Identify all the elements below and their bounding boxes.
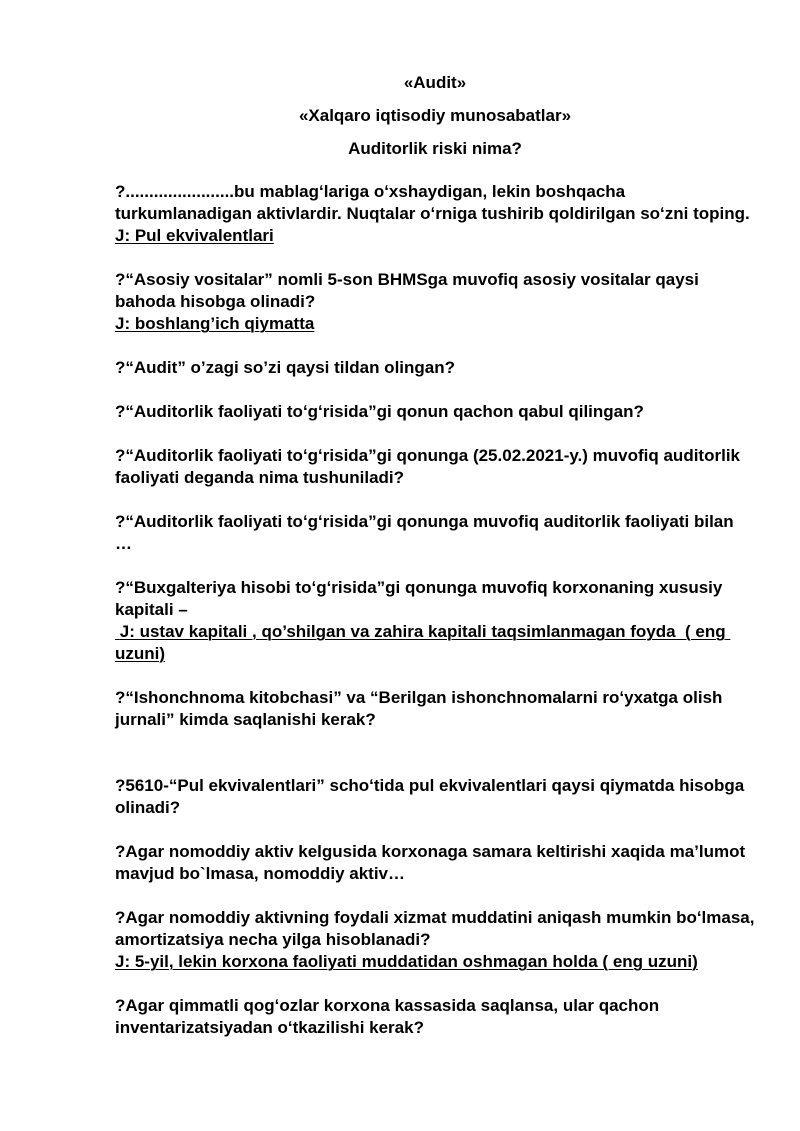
question-item <box>115 775 755 819</box>
question-text: ?Agar nomoddiy aktivning foydali xizmat muddatini aniqash mumkin boʻlmasa, amortizatsiya necha yilga hisoblanadi? <box>115 908 755 949</box>
question-item <box>115 907 755 973</box>
document-page <box>115 72 755 1061</box>
question-text: ?“Buxgalteriya hisobi toʻgʻrisida”gi qonunga muvofiq korxonaning xususiy kapitali – <box>115 578 723 619</box>
question-text: ?Agar qimmatli qogʻozlar korxona kassasida saqlansa, ular qachon inventarizatsiyadan oʻtkazilishi kerak? <box>115 996 660 1037</box>
question-text: ?“Ishonchnoma kitobchasi” va “Berilgan ishonchnomalarni roʻyxatga olish jurnali” kimda saqlanishi kerak? <box>115 688 723 729</box>
question-text: ?“Auditorlik faoliyati toʻgʻrisida”gi qonun qachon qabul qilingan? <box>115 402 644 421</box>
question-item <box>115 577 755 665</box>
question-text: ?“Audit” o’zagi so’zi qaysi tildan olingan? <box>115 358 456 377</box>
answer-text: J: Pul ekvivalentlari <box>115 226 274 245</box>
question-item <box>115 269 755 335</box>
question-item <box>115 445 755 489</box>
document-topic: Auditorlik riski nima? <box>348 139 522 158</box>
question-item <box>115 995 755 1039</box>
question-text: ?“Auditorlik faoliyati toʻgʻrisida”gi qonunga (25.02.2021-y.) muvofiq auditorlik faoliyati deganda nima tushuniladi? <box>115 446 740 487</box>
question-item <box>115 841 755 885</box>
question-item <box>115 687 755 731</box>
question-item <box>115 511 755 555</box>
answer-text: J: boshlang’ich qiymatta <box>115 314 315 333</box>
question-text: ?“Auditorlik faoliyati toʻgʻrisida”gi qonunga muvofiq auditorlik faoliyati bilan … <box>115 512 734 553</box>
question-text: ?Agar nomoddiy aktiv kelgusida korxonaga samara keltirishi xaqida ma’lumot mavjud bo`lmasa, nomoddiy aktiv… <box>115 842 746 883</box>
answer-text: J: ustav kapitali , qo’shilgan va zahira kapitali taqsimlanmagan foyda ( eng uzuni) <box>115 622 731 663</box>
question-item <box>115 357 755 379</box>
document-title: «Audit» <box>403 73 467 92</box>
question-item <box>115 401 755 423</box>
question-text: ?“Asosiy vositalar” nomli 5-son BHMSga muvofiq asosiy vositalar qaysi bahoda hisobga olinadi? <box>115 270 699 311</box>
question-text: ?.......................bu mablagʻlariga oʻxshaydigan, lekin boshqacha turkumlanadigan aktivlardir. Nuqtalar oʻrniga tushirib qoldirilgan soʻzni toping. <box>115 182 750 223</box>
question-item <box>115 181 755 247</box>
question-text: ?5610-“Pul ekvivalentlari” schoʻtida pul ekvivalentlari qaysi qiymatda hisobga olinadi? <box>115 776 745 817</box>
answer-text: J: 5-yil, lekin korxona faoliyati muddatidan oshmagan holda ( eng uzuni) <box>115 952 698 971</box>
document-subtitle: «Xalqaro iqtisodiy munosabatlar» <box>298 106 572 125</box>
